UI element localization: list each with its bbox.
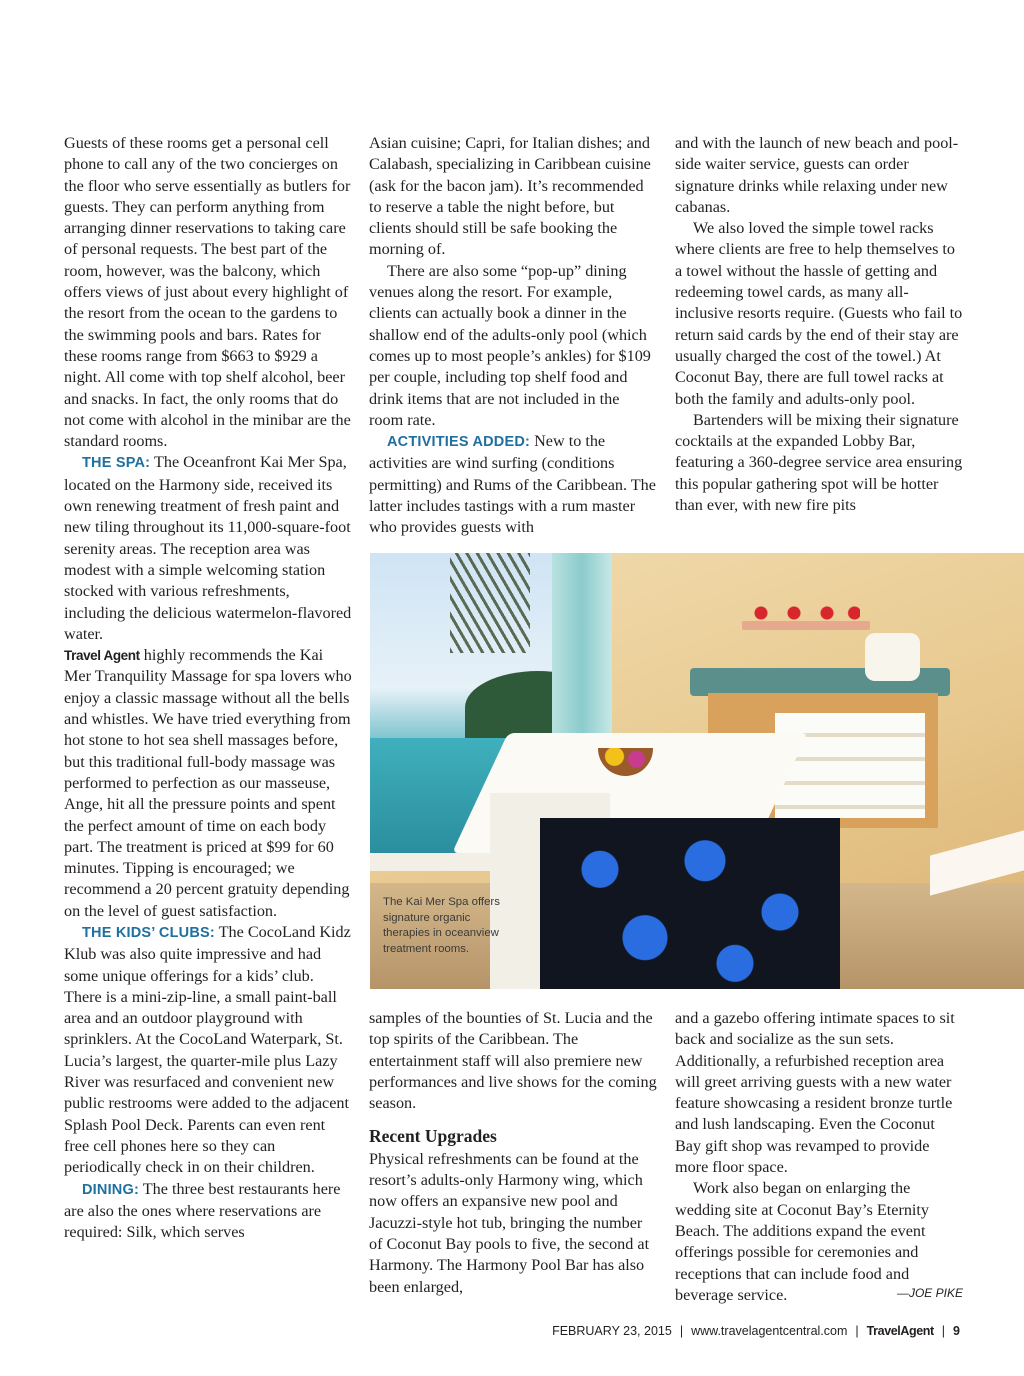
paragraph: Physical refreshments can be found at the resort’s adults-only Harmony wing, which now offers an expansive new pool and Jacuzzi-style hot tub, bringing the number of Coconut Bay pools to five, the second at Harmony. The Harmony Pool Bar has also been enlarged, [369,1149,650,1296]
closing-text: Work also began on enlarging the wedding site at Coconut Bay’s Eternity Beach. The additions expand the event offerings possible for ceremonies and receptions that can include food and beverage service. [675,1179,930,1304]
photo-rolled-towels [865,633,920,681]
activities-paragraph [369,431,657,538]
closing-paragraph [675,1178,963,1306]
paragraph: We also loved the simple towel racks where clients are free to help themselves to a towel without the hassle of getting and redeeming towel cards, as many all-inclusive resorts require. (Guests who fail to return said cards by the end of their stay are usually charged the cost of the towel.) At Coconut Bay, there are full towel racks at both the family and adults-only pool. [675,219,963,408]
paragraph: samples of the bounties of St. Lucia and the top spirits of the Caribbean. The entertainment staff will also premiere new performances and live shows for the coming season. [369,1009,657,1113]
paragraph: Bartenders will be mixing their signature cocktails at the expanded Lobby Bar, featuring a 360-degree service area ensuring this popular gathering spot will be hotter than ever, with new fire pits [675,410,963,515]
paragraph: and with the launch of new beach and pool-side waiter service, guests can order signature drinks while relaxing under new cabanas. [675,134,959,216]
paragraph: Asian cuisine; Capri, for Italian dishes; and Calabash, specializing in Caribbean cuisine (ask for the bacon jam). It’s recommended to reserve a table the night before, but clients should still be safe booking the morning of. [369,134,651,259]
issue-date: FEBRUARY 23, 2015 [552,1324,672,1338]
paragraph: Guests of these rooms get a personal cell phone to call any of the two concierges on the floor who serve essentially as butlers for guests. They can perform anything from arranging dinner reservations to taking care of personal requests. The best part of the room, however, was the balcony, which offers views of just about every highlight of the resort from the ocean to the gardens to the swimming pools and bars. Rates for these rooms range from $663 to $929 a night. All come with top shelf alcohol, beer and snacks. In fact, the only rooms that do not come with alcohol in the minibar are the standard rooms. [64,134,351,451]
dining-paragraph [64,1179,352,1244]
divider: | [855,1324,859,1338]
photo-caption: The Kai Mer Spa offers signature organic therapies in oceanview treatment rooms. [383,896,500,955]
divider: | [679,1324,684,1338]
photo-flowers-shelf [750,601,860,621]
photo-shelf [742,621,870,630]
massage-paragraph [64,645,352,922]
page-footer [552,1324,960,1338]
website-link[interactable]: www.travelagentcentral.com [691,1324,848,1338]
spa-paragraph [64,452,352,645]
article-column-3-bottom [675,1008,963,1306]
activities-text: New to the activities are wind surfing (conditions permitting) and Rums of the Caribbean. The latter includes tastings with a rum master who provides guests with [369,432,656,537]
section-head-kids: THE KIDS’ CLUBS: [82,924,215,941]
dining-text: The three best restaurants here are also the ones where reservations are required: Silk, which serves [64,1179,341,1242]
article-column-3-top [675,133,963,516]
footer-brand: TravelAgent [866,1324,934,1338]
section-head-dining: DINING: [82,1181,139,1198]
kids-text: The CocoLand Kidz Klub was also quite impressive and had some unique offerings for a kids’ club. There is a mini-zip-line, a small paint-ball area and an outdoor playground with sprinklers. At the CocoLand Waterpark, St. Lucia’s largest, the quarter-mile plus Lazy River was resurfaced and convenient new public restrooms were added to the adjacent Splash Pool Deck. Parents can even rent free cell phones here so they can periodically check in on their children. [64,922,351,1177]
massage-text: highly recommends the Kai Mer Tranquility Massage for spa lovers who enjoy a classic massage without all the bells and whistles. We have tried everything from hot stone to hot sea shell massages before, but this traditional full-body massage was performed to perfection as our masseuse, Ange, hit all the pressure points and spent the perfect amount of time on each body part. The treatment is priced at $99 for 60 minutes. Tipping is encouraged; we recommend a 20 percent gratuity depending on the level of guest satisfaction. [64,646,352,920]
photo-palm [450,553,530,653]
brand-name-inline: Travel Agent [64,648,140,664]
section-head-activities: ACTIVITIES ADDED: [387,434,531,451]
article-column-1 [64,133,352,1243]
kids-paragraph [64,922,352,1179]
photo-floral-cloth [540,818,840,989]
article-column-2-top [369,133,657,539]
page-number: 9 [953,1324,960,1338]
divider: | [941,1324,946,1338]
author-signature: —JOE PIKE [896,1285,963,1300]
subhead-recent-upgrades: Recent Upgrades [369,1126,497,1147]
paragraph: and a gazebo offering intimate spaces to sit back and socialize as the sun sets. Additionally, a refurbished reception area will greet arriving guests with a new water feature showcasing a resident bronze turtle and lush landscaping. Even the Coconut Bay gift shop was revamped to provide more floor space. [675,1009,955,1177]
section-head-spa: THE SPA: [82,455,151,472]
photo-towels [775,713,925,818]
article-column-2-bottom [369,1008,657,1298]
spa-text: The Oceanfront Kai Mer Spa, located on the Harmony side, received its own renewing treatment of fresh paint and new tiling throughout its 11,000-square-foot serenity areas. The reception area was modest with a simple welcoming station stocked with various refreshments, including the delicious watermelon-flavored water. [64,453,352,643]
paragraph: There are also some “pop-up” dining venues along the resort. For example, clients can actually book a dinner in the shallow end of the adults-only pool (which comes up to most people’s ankles) for $109 per couple, including top shelf food and drink items that are not included in the room rate. [369,261,651,429]
